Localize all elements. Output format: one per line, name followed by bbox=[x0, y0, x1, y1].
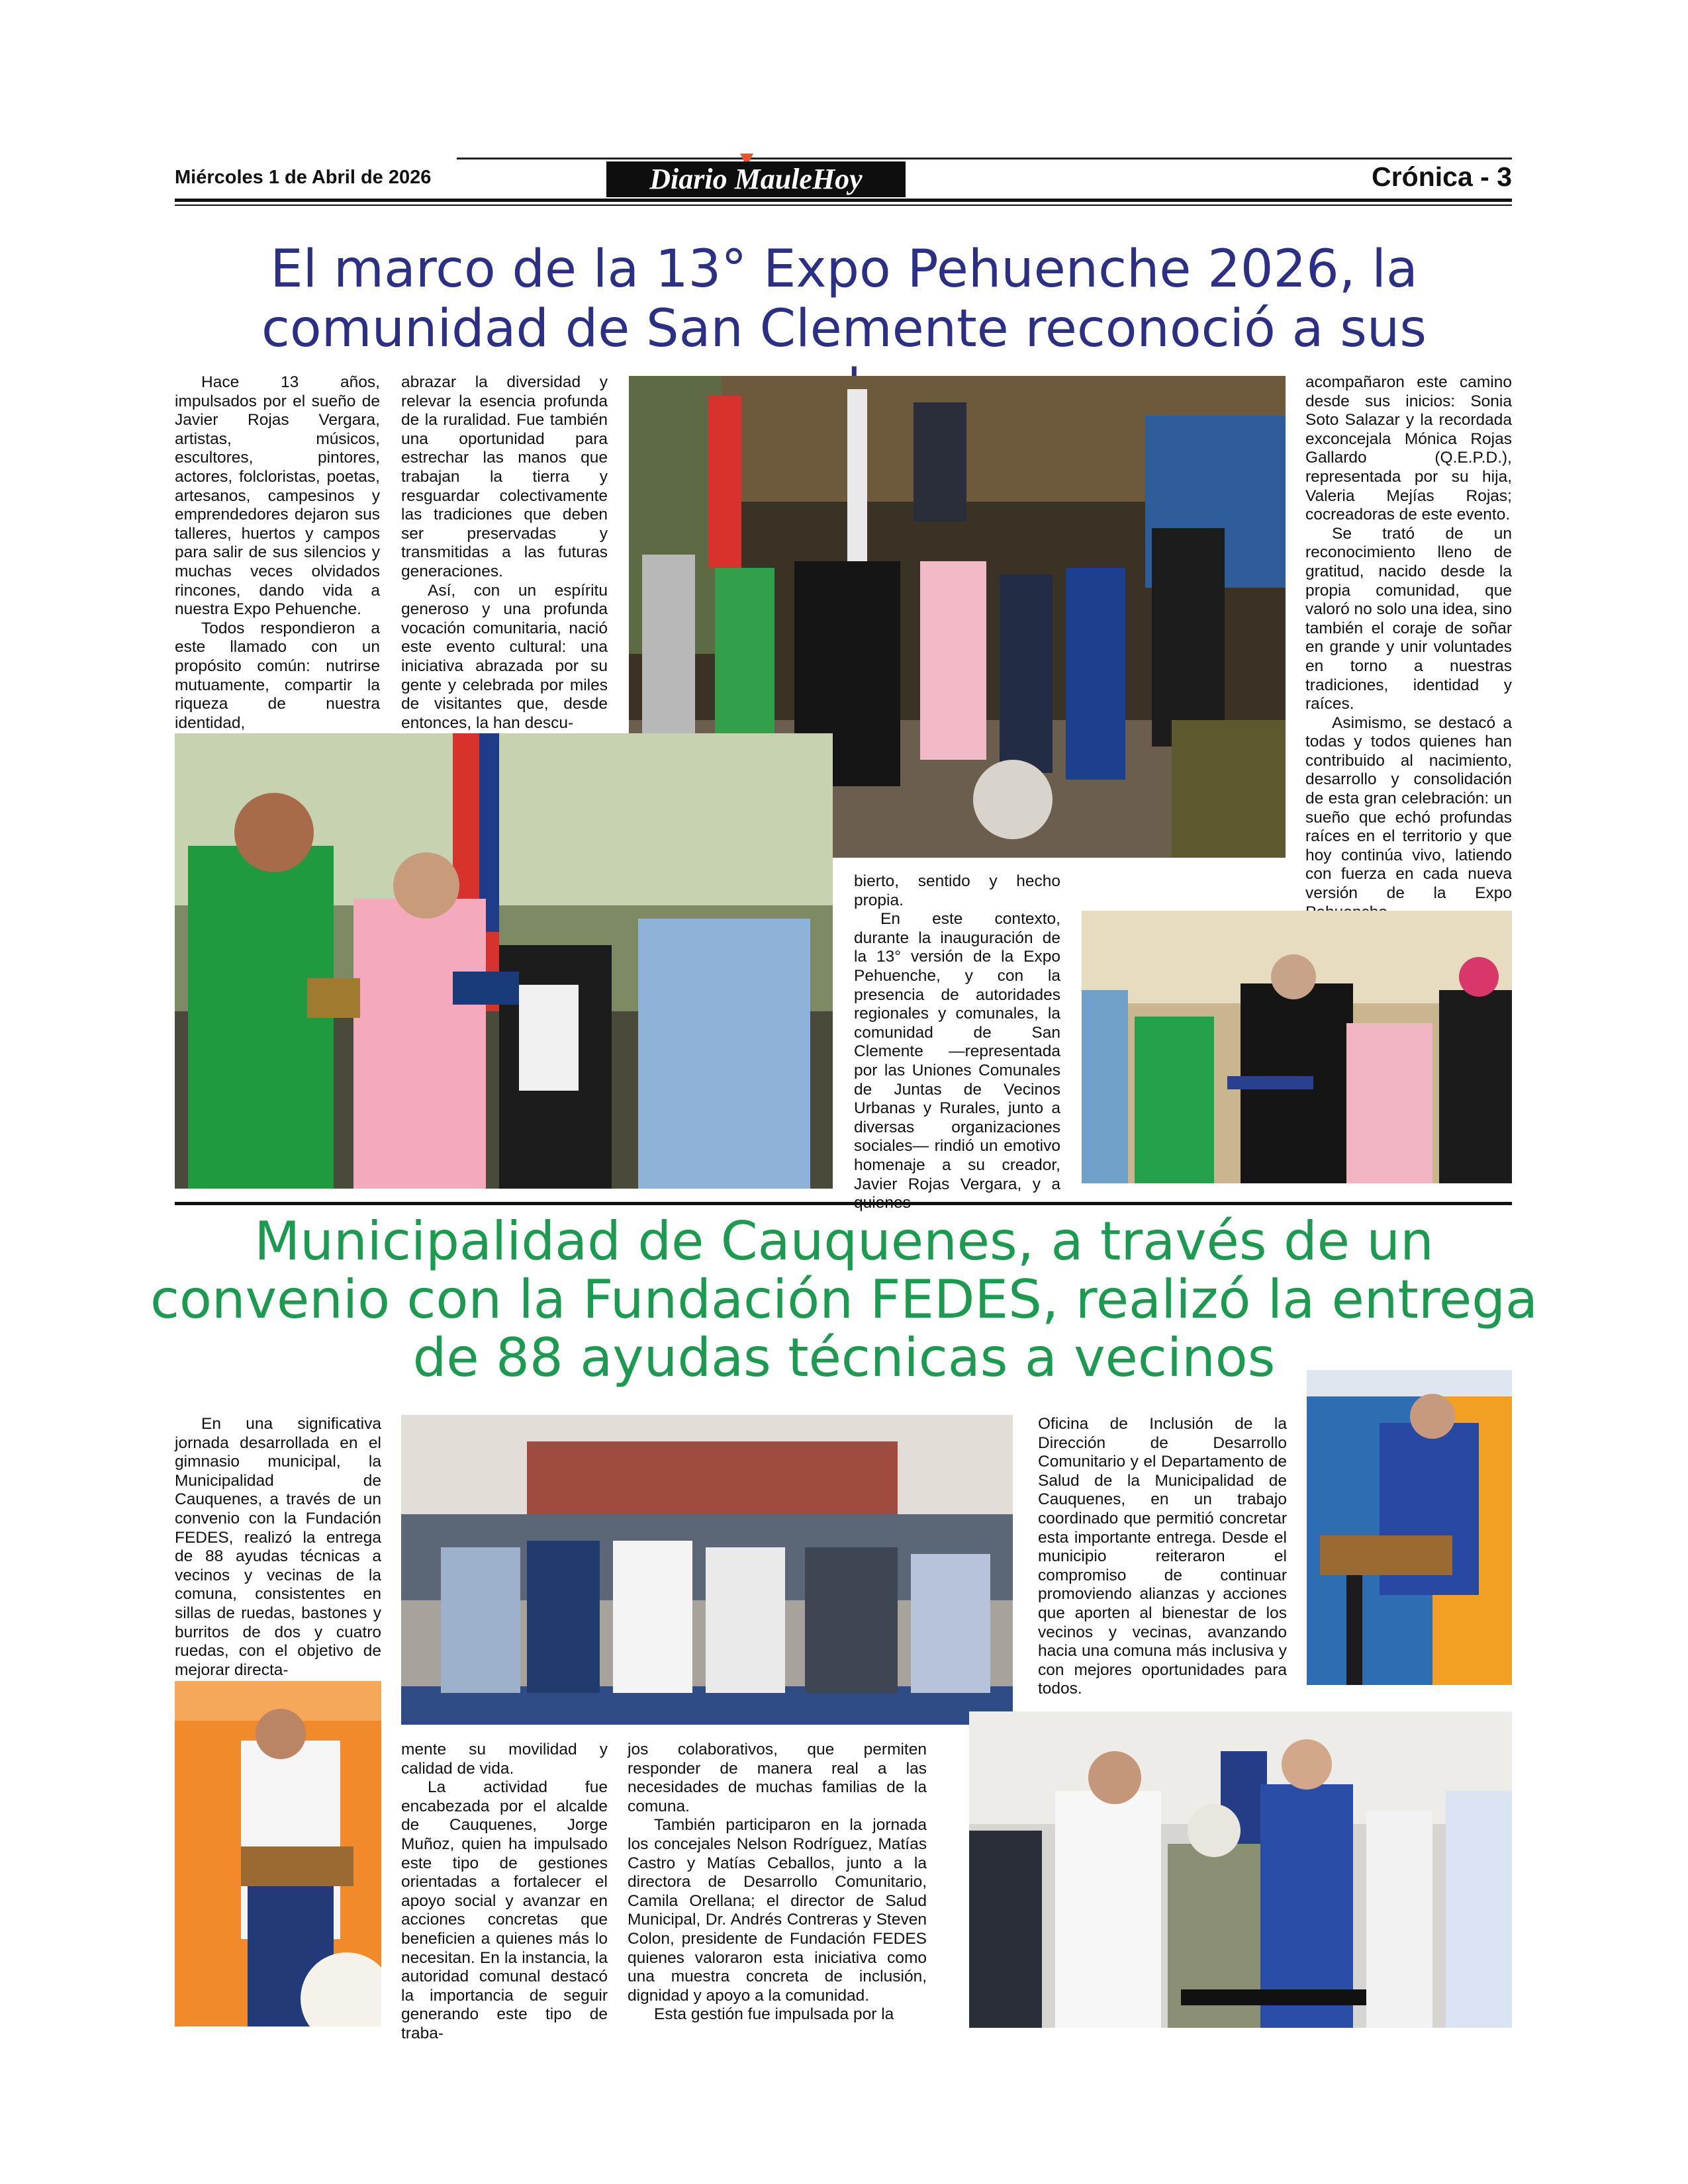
article2-paragraph: jos colaborativos, que permiten responder de manera real a las necesidades de muchas familias de la comuna. bbox=[628, 1741, 927, 1815]
article2-column-4 bbox=[1038, 1415, 1287, 1699]
article1-headline: El marco de la 13° Expo Pehuenche 2026, la comunidad de San Clemente reconoció a sus bbox=[261, 240, 1427, 359]
article2-column-2 bbox=[401, 1741, 608, 2044]
photo-gym-audience bbox=[401, 1415, 1013, 1725]
header-top-rule bbox=[457, 158, 1512, 159]
article1-column-1 bbox=[175, 373, 380, 733]
article1-column-3 bbox=[854, 872, 1060, 1213]
article2-paragraph: La actividad fue encabezada por el alcalde de Cauquenes, Jorge Muñoz, quien ha impulsado este tipo de gestiones orientadas a fortalecer el apoyo social y avanzar en acciones concretas que beneficien a quienes más lo necesitan. En la instancia, la autoridad comunal destacó la importancia de seguir generando este tipo de traba- bbox=[401, 1778, 608, 2042]
article-divider bbox=[175, 1202, 1512, 1205]
article1-paragraph: Se trató de un reconocimiento lleno de gratitud, nacido desde la propia comunidad, que valoró no solo una idea, sino también el coraje de soñar en grande y unir voluntades en torno a nuestras tradiciones, identidad y raíces. bbox=[1305, 524, 1512, 713]
article1-column-2 bbox=[401, 373, 608, 733]
article1-paragraph: abrazar la diversidad y relevar la esencia profunda de la ruralidad. Fue también una oportunidad para estrechar las manos que trabajan la tierra y resguardar colectivamente las tradiciones que deben ser preservadas y transmitidas a las futuras generaciones. bbox=[401, 373, 608, 580]
article2-paragraph: mente su movilidad y calidad de vida. bbox=[401, 1741, 608, 1778]
article2-column-1 bbox=[175, 1415, 381, 1680]
masthead-logo: Diario MauleHoy bbox=[606, 161, 906, 197]
article1-paragraph: bierto, sentido y hecho propia. bbox=[854, 872, 1060, 909]
article2-paragraph: En una significativa jornada desarrollada en el gimnasio municipal, la Municipalidad de Cauquenes, a través de un convenio con la Fundación FEDES, realizó la entrega de 88 ayudas técnicas a vecinos y vecinas de la comuna, consistentes en sillas de ruedas, bastones y burritos de dos y cuatro ruedas, con el objetivo de mejorar directa- bbox=[175, 1415, 381, 1679]
article1-paragraph: En este contexto, durante la inauguración de la 13° versión de la Expo Pehuenche, y con la presencia de autoridades regionales y comunales, la comunidad de San Clemente —representada por las Uniones Comunales de Juntas de Vecinos Urbanas y Rurales, junto a diversas organizaciones sociales— rindió un emotivo homenaje a su creador, Javier Rojas Vergara, y a bbox=[854, 910, 1060, 1193]
header-bottom-rule bbox=[175, 199, 1512, 202]
article1-paragraph: Asimismo, se destacó a todas y todos quienes han contribuido al nacimiento, desarrollo y consolidación de esta gran celebración: un sueño que echó profundas raíces en el territorio y que hoy continúa vivo, latiendo con fuerza en cada nueva versión de la Expo bbox=[1305, 713, 1512, 903]
section-page-label: Crónica - 3 bbox=[1372, 161, 1512, 192]
photo-women-plaques bbox=[175, 733, 833, 1189]
article2-paragraph: Oficina de Inclusión de la Dirección de Desarrollo Comunitario y el Departamento de Salud de la Municipalidad de Cauquenes, en un trabajo coordinado que permitió concretar esta importante entrega. Desde el municipio reiteraron el compromiso de continuar promoviendo alianzas y acciones que aporten al bienestar de los vecinos y vecinas, avanzando hacia una comuna más inclusiva y con mejores oportunidades para todos. bbox=[1038, 1415, 1287, 1698]
article2-paragraph: Esta gestión fue impulsada por la bbox=[654, 2005, 894, 2024]
photo-speaker-podium bbox=[1307, 1370, 1512, 1685]
issue-date: Miércoles 1 de Abril de 2026 bbox=[175, 167, 432, 188]
article1-paragraph: Así, con un espíritu generoso y una profunda vocación comunitaria, nació este evento cultural: una iniciativa abrazada por su gente y celebrada por miles de visitantes que, desde entonces, la han descu- bbox=[401, 581, 608, 732]
photo-honoree-plaque bbox=[1082, 911, 1512, 1183]
article1-column-4 bbox=[1305, 373, 1512, 922]
photo-wheelchair-delivery bbox=[969, 1711, 1512, 2028]
article2-column-3 bbox=[628, 1741, 927, 2025]
header-bottom-rule-thin bbox=[175, 205, 1512, 206]
article1-paragraph: Todos respondieron a este llamado con un propósito común: nutrirse mutuamente, compartir la riqueza de nuestra identidad, bbox=[175, 619, 380, 732]
article1-paragraph: acompañaron este camino desde sus inicios: Sonia Soto Salazar y la recordada exconcejala Mónica Rojas Gallardo (Q.E.P.D.), representada por su hija, Valeria Mejías Rojas; cocreadoras de este evento. bbox=[1305, 373, 1512, 524]
article2-headline: Municipalidad de Cauquenes, a través de un convenio con la Fundación FEDES, realizó la entrega de 88 ayudas técnicas a vecinos bbox=[150, 1210, 1538, 1388]
article2-paragraph: También participaron en la jornada los concejales Nelson Rodríguez, Matías Castro y Matías Ceballos, junto a la directora de Desarrollo Comunitario, Camila Orellana; el director de Salud Municipal, Dr. Andrés Contreras y Steven Colon, presidente de Fundación FEDES quienes valoraron esta iniciativa como una muestra concreta de inclusión, dignidad y apoyo a la comunidad. bbox=[628, 1816, 927, 2005]
photo-mayor-podium bbox=[175, 1681, 381, 2026]
article1-paragraph: Hace 13 años, impulsados por el sueño de Javier Rojas Vergara, artistas, músicos, escultores, pintores, actores, folcloristas, poetas, artesanos, campesinos y emprendedores dejaron sus talleres, huertos y campos para salir de sus silencios y muchas veces olvidados rincones, dando vida a nuestra Expo Pehuenche. bbox=[175, 373, 380, 619]
